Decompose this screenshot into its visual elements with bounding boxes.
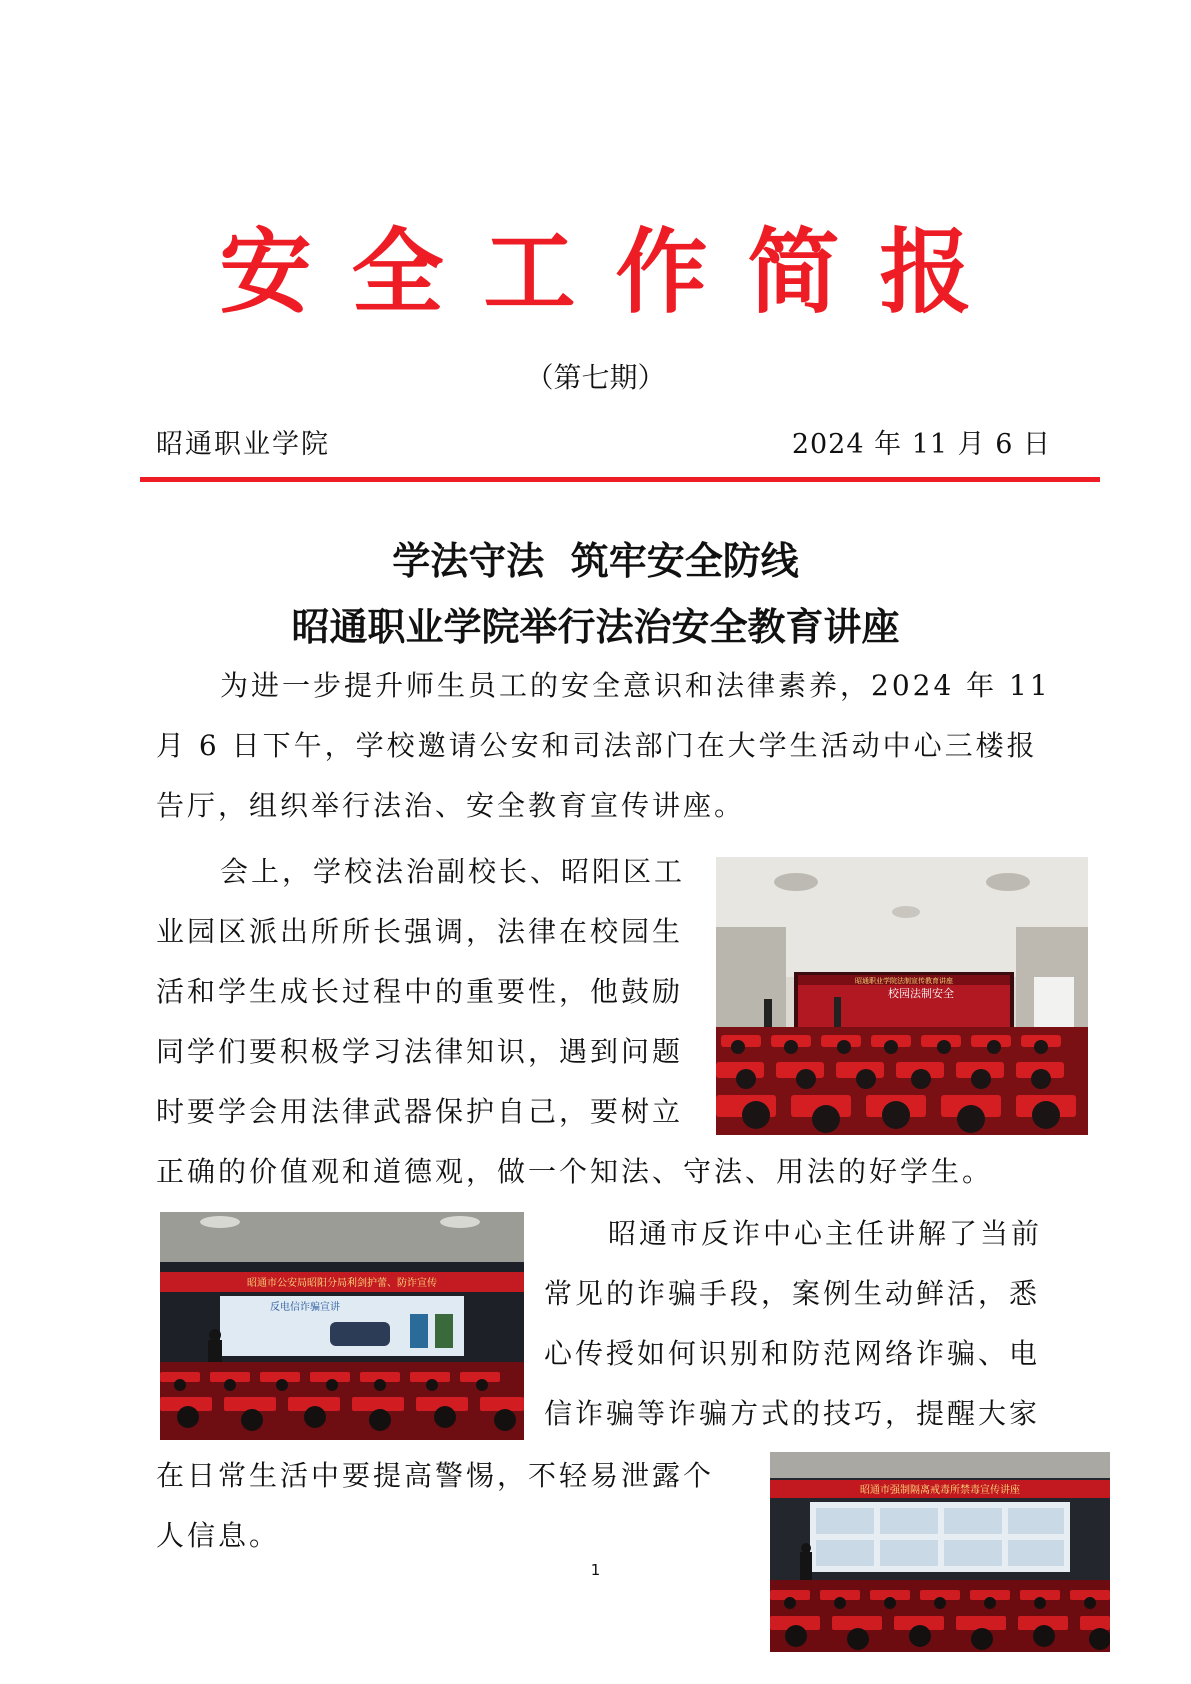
screen-text: 校园法制安全 [888, 987, 954, 1000]
body-line: 时要学会用法律武器保护自己，要树立 [156, 1095, 684, 1128]
body-line: 同学们要积极学习法律知识，遇到问题 [156, 1035, 684, 1068]
body-line: 人信息。 [156, 1519, 281, 1552]
banner-text: 昭通市强制隔离戒毒所禁毒宣传讲座 [860, 1485, 1020, 1496]
issue-number: （第七期） [525, 361, 666, 394]
body-line: 信诈骗等诈骗方式的技巧，提醒大家 [544, 1397, 1041, 1430]
body-line: 为进一步提升师生员工的安全意识和法律素养，2024 年 11 [220, 669, 1051, 702]
anti-drug-lecture-photo [770, 1452, 1110, 1652]
banner-text: 昭通市公安局昭阳分局利剑护蕾、防诈宣传 [247, 1278, 437, 1289]
body-line: 月 6 日下午，学校邀请公安和司法部门在大学生活动中心三楼报 [156, 729, 1038, 762]
body-line: 告厅，组织举行法治、安全教育宣传讲座。 [156, 789, 746, 822]
anti-fraud-lecture-photo [160, 1212, 524, 1440]
lecture-hall-photo [716, 857, 1088, 1135]
body-line: 活和学生成长过程中的重要性，他鼓励 [156, 975, 684, 1008]
page-number: 1 [590, 1561, 601, 1579]
body-line: 常见的诈骗手段，案例生动鲜活，悉 [544, 1277, 1041, 1310]
body-line: 正确的价值观和道德观，做一个知法、守法、用法的好学生。 [156, 1155, 994, 1188]
headline-line-1: 学法守法 筑牢安全防线 [392, 538, 799, 583]
body-line: 会上，学校法治副校长、昭阳区工 [220, 855, 686, 888]
masthead-title: 安全工作简报 [219, 219, 1012, 326]
issuer-name: 昭通职业学院 [156, 429, 330, 460]
body-line: 在日常生活中要提高警惕，不轻易泄露个 [156, 1459, 715, 1492]
body-line: 昭通市反诈中心主任讲解了当前 [608, 1217, 1043, 1250]
header-divider [140, 477, 1100, 482]
issue-date: 2024 年 11 月 6 日 [791, 429, 1051, 460]
body-line: 业园区派出所所长强调，法律在校园生 [156, 915, 684, 948]
screen-title: 反电信诈骗宣讲 [270, 1302, 340, 1313]
banner-text: 昭通职业学院法制宣传教育讲座 [855, 977, 953, 985]
body-line: 心传授如何识别和防范网络诈骗、电 [544, 1337, 1041, 1370]
headline-line-2: 昭通职业学院举行法治安全教育讲座 [291, 604, 900, 649]
